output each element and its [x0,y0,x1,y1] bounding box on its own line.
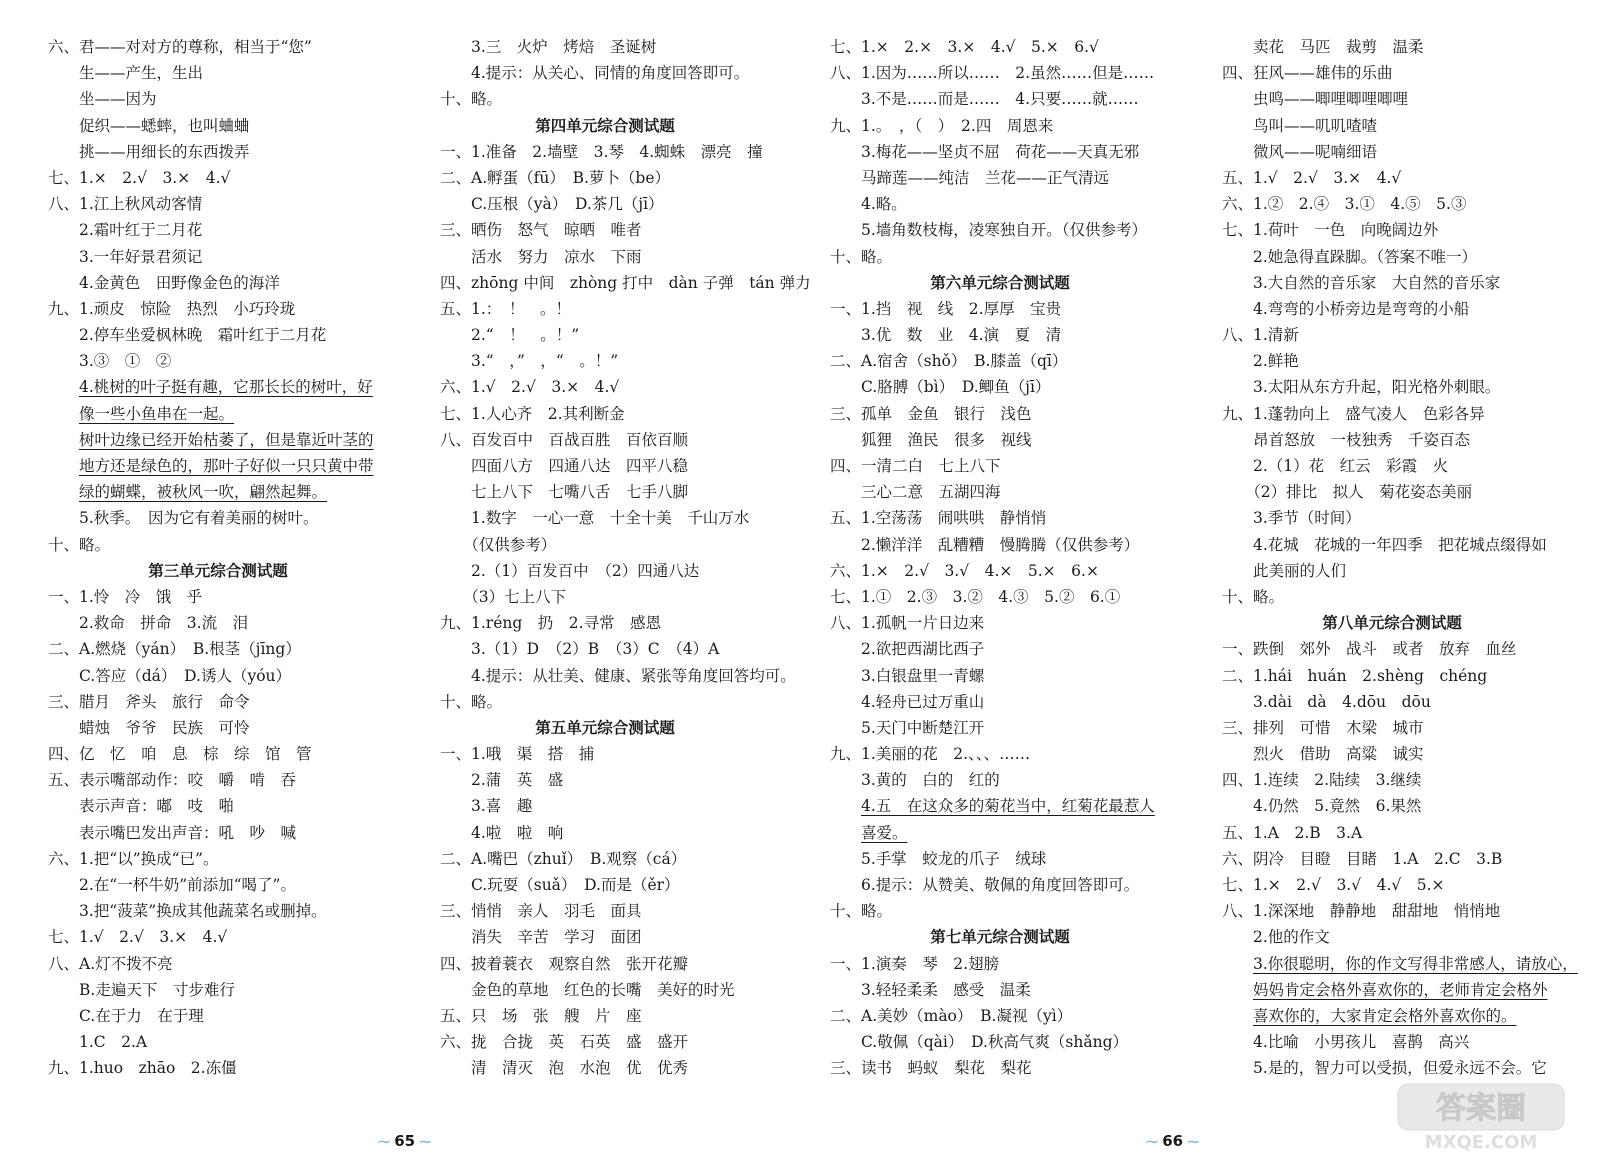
answer-line: 4.提示：从关心、同情的角度回答即可。 [440,64,750,83]
answer-line: 2.蒲 英 盛 [440,771,564,790]
answer-line: 九、1.蓬勃向上 盛气凌人 色彩各异 [1222,404,1485,423]
answer-line: 金色的草地 红色的长嘴 美好的时光 [440,980,735,999]
answer-line: C.压根（yà） D.茶几（jī） [440,195,664,214]
answer-line: 4.提示：从壮美、健康、紧张等角度回答均可。 [440,666,796,685]
answer-line: 五、只 场 张 艘 片 座 [440,1006,642,1025]
page-number-ornament: ⁓ [1183,1135,1200,1149]
answer-line: 3.dài dà 4.dōu dōu [1222,692,1431,711]
answer-line: 三、读书 蚂蚁 梨花 梨花 [830,1059,1032,1078]
section-heading: 第五单元综合测试题 [535,717,675,737]
answer-line: 九、1.美丽的花 2.、、、…… [830,745,1031,764]
page-number-right [1146,1132,1199,1150]
answer-line: 七上八下 七嘴八舌 七手八脚 [440,483,689,502]
answer-line: 2.霜叶红于二月花 [48,221,203,240]
answer-line: 十、略。 [440,90,503,109]
answer-line: 5.天门中断楚江开 [830,718,985,737]
answer-line: 清 清灭 泡 水泡 优 优秀 [440,1059,689,1078]
answer-column-1 [48,34,388,1082]
answer-line: 三、孤单 金鱼 银行 浅色 [830,404,1032,423]
watermark-logo-graphic [1396,1082,1566,1152]
answer-line: 2.“ ！ 。！” [440,326,580,345]
answer-line: 妈妈肯定会格外喜欢你的，老师肯定会格外 [1253,980,1548,999]
answer-line: 2.欲把西湖比西子 [830,640,985,659]
answer-line: 八、1.清新 [1222,326,1299,345]
answer-line: 3.喜 趣 [440,797,533,816]
answer-line: 三心二意 五湖四海 [830,483,1001,502]
answer-line: 四、披着蓑衣 观察自然 张开花瓣 [440,954,689,973]
answer-line: 六、1.√ 2.√ 3.× 4.√ [440,378,620,397]
watermark-top-text: 答案圈 [1436,1091,1526,1126]
answer-line: 4.花城 花城的一年四季 把花城点缀得如 [1222,535,1547,554]
answer-line: 消失 辛苦 学习 面团 [440,928,642,947]
answer-line: 3.“ ，” ，“ 。！” [440,352,619,371]
answer-line: 5.手掌 蛟龙的爪子 绒球 [830,849,1047,868]
answer-line: 3.白银盘里一青螺 [830,666,985,685]
answer-line: 十、略。 [830,902,893,921]
answer-line: 3.你很聪明，你的作文写得非常感人，请放心， [1253,954,1578,973]
answer-line: 二、A.燃烧（yán） B.根茎（jīng） [48,640,301,659]
answer-line: 生——产生，生出 [48,64,204,83]
answer-line: 六、1.× 2.√ 3.√ 4.× 5.× 6.× [830,561,1099,580]
answer-line: 四面八方 四通八达 四平八稳 [440,457,689,475]
answer-line: 七、1.人心齐 2.其利断金 [440,404,625,423]
answer-line: 十、略。 [440,692,503,711]
answer-line: 六、阴冷 目瞪 目睹 1.A 2.C 3.B [1222,849,1503,868]
answer-line: 九、1.réng 扔 2.寻常 感恩 [440,614,662,633]
answer-line: 5.是的，智力可以受损，但爱永远不会。它 [1222,1059,1547,1078]
answer-line: 2.懒洋洋 乱糟糟 慢腾腾（仅供参考） [830,535,1140,554]
answer-line: 4.轻舟已过万重山 [830,692,985,711]
answer-line: 五、1.√ 2.√ 3.× 4.√ [1222,168,1402,187]
answer-line: 卖花 马匹 裁剪 温柔 [1222,38,1424,56]
answer-line: 3.不是……而是…… 4.只要……就…… [830,90,1139,109]
answer-line: 挑——用细长的东西拨弄 [48,142,250,161]
answer-line: 四、亿 忆 咱 息 棕 综 馆 管 [48,745,312,764]
page-number-ornament: ⁓ [1146,1135,1163,1149]
answer-line: 一、跌倒 郊外 战斗 或者 放弃 血丝 [1222,640,1517,659]
answer-line: 五、1.空荡荡 闹哄哄 静悄悄 [830,509,1047,528]
answer-line: 坐——因为 [48,90,157,109]
answer-line: 七、1.荷叶 一色 向晚阔边外 [1222,221,1439,240]
answer-line: 蜡烛 爷爷 民族 可怜 [48,718,250,737]
answer-line: 表示嘴巴发出声音：吼 吵 喊 [48,823,297,842]
section-heading: 第四单元综合测试题 [535,115,675,135]
answer-line: 十、略。 [48,535,111,554]
answer-line: 4.略。 [830,195,907,214]
answer-line: 九、1.顽皮 惊险 热烈 小巧玲珑 [48,299,296,318]
answer-column-2 [440,34,811,1082]
answer-line: 二、A.宿舍（shǒ） B.膝盖（qī） [830,352,1068,371]
answer-line: 昂首怒放 一枝独秀 千姿百态 [1222,430,1471,449]
answer-line: 活水 努力 凉水 下雨 [440,247,642,266]
answer-line: 3.一年好景君须记 [48,247,203,266]
answer-line: 八、A.灯不拨不亮 [48,954,173,973]
answer-line: 六、拢 合拢 英 石英 盛 盛开 [440,1033,689,1052]
answer-line: 3.③ ① ② [48,352,172,371]
answer-line: 表示声音：嘟 吱 啪 [48,797,235,816]
answer-line: 3.季节（时间） [1222,509,1361,528]
answer-line: 1.C 2.A [48,1033,148,1052]
answer-line: 六、1.把“以”换成“已”。 [48,849,219,868]
answer-line: 4.五 在这众多的菊花当中，红菊花最惹人 [861,797,1155,816]
answer-line: 八、1.孤帆一片日边来 [830,614,985,633]
page-number-ornament: ⁓ [415,1135,432,1149]
answer-line: 七、1.① 2.③ 3.② 4.③ 5.② 6.① [830,587,1121,606]
answer-line: 2.救命 拼命 3.流 泪 [48,614,249,633]
section-heading: 第六单元综合测试题 [930,272,1070,292]
answer-line: 4.弯弯的小桥旁边是弯弯的小船 [1222,299,1470,318]
answer-line: 地方还是绿色的，那叶子好似一只只黄中带 [79,457,374,475]
answer-line: C.胳膊（bì） D.鲫鱼（jī） [830,378,1051,397]
answer-line: 3.（1）D （2）B （3）C （4）A [440,640,720,659]
answer-line: 3.黄的 白的 红的 [830,771,1000,790]
answer-line: 2.（1）花 红云 彩霞 火 [1222,457,1449,475]
answer-line: 五、表示嘴部动作：咬 嚼 啃 吞 [48,771,297,790]
answer-line: 一、1.怜 冷 饿 乎 [48,587,203,606]
answer-line: 绿的蝴蝶，被秋风一吹，翩然起舞。 [79,483,328,502]
page-number-text: 66 [1162,1132,1184,1150]
answer-column-4 [1222,34,1578,1082]
answer-line: 一、1.哦 渠 搭 捕 [440,745,595,764]
answer-line: 四、1.连续 2.陆续 3.继续 [1222,771,1422,790]
answer-column-3 [830,34,1170,1082]
answer-line: 4.仍然 5.竟然 6.果然 [1222,797,1422,816]
answer-line: 二、A.美妙（mào） B.凝视（yì） [830,1006,1073,1025]
answer-line: 二、A.嘴巴（zhuǐ） B.观察（cá） [440,849,687,868]
answer-line: 八、1.江上秋风动客情 [48,195,203,214]
answer-line: 4.比喻 小男孩儿 喜鹊 高兴 [1222,1033,1470,1052]
answer-line: C.玩耍（suǎ） D.而是（ěr） [440,876,680,894]
answer-line: 一、1.准备 2.墙壁 3.琴 4.蜘蛛 漂亮 撞 [440,142,763,161]
answer-line: 3.梅花——坚贞不屈 荷花——天真无邪 [830,142,1140,161]
page-number-text: 65 [394,1132,416,1150]
answer-line: 六、君——对对方的尊称，相当于“您” [48,38,312,56]
answer-line: 四、一清二白 七上八下 [830,457,1001,475]
section-heading: 第七单元综合测试题 [930,927,1070,947]
answer-line: 一、1.演奏 琴 2.翅膀 [830,954,1000,973]
answer-line: C.在于力 在于理 [48,1006,204,1025]
page-number-left [378,1132,431,1150]
answer-line: 此美丽的人们 [1222,561,1347,580]
watermark-bottom-text: MXQE.COM [1424,1132,1538,1153]
answer-line: 四、zhōng 中间 zhòng 打中 dàn 子弹 tán 弹力 [440,273,811,292]
answer-line: 八、1.深深地 静静地 甜甜地 悄悄地 [1222,902,1501,921]
answer-line: 九、1.。 ，（ ） 2.四 周恩来 [830,116,1054,135]
answer-line: 1.数字 一心一意 十全十美 千山万水 [440,509,750,528]
answer-line: （2）排比 拟人 菊花姿态美丽 [1222,483,1473,502]
answer-line: 树叶边缘已经开始枯萎了，但是靠近叶茎的 [79,430,374,449]
answer-line: 三、悄悄 亲人 羽毛 面具 [440,902,642,921]
answer-line: 5.秋季。 因为它有着美丽的树叶。 [48,509,319,528]
answer-line: 2.停车坐爱枫林晚 霜叶红于二月花 [48,326,327,345]
answer-line: 七、1.√ 2.√ 3.× 4.√ [48,928,228,947]
answer-line: 3.把“菠菜”换成其他蔬菜名或删掉。 [48,902,327,921]
answer-line: 3.大自然的音乐家 大自然的音乐家 [1222,273,1501,292]
answer-line: 七、1.× 2.× 3.× 4.√ 5.× 6.√ [830,38,1099,56]
answer-line: 5.墙角数枝梅，凌寒独自开。（仅供参考） [830,221,1148,240]
answer-line: C.敬佩（qài） D.秋高气爽（shǎng） [830,1033,1128,1052]
answer-line: 3.三 火炉 烤焙 圣诞树 [440,38,657,56]
answer-line: 四、狂风——雄伟的乐曲 [1222,64,1393,83]
answer-line: 十、略。 [1222,587,1285,606]
answer-line: 三、排列 可惜 木梁 城市 [1222,718,1424,737]
answer-line: 八、1.因为……所以…… 2.虽然……但是…… [830,64,1155,83]
answer-line: C.答应（dá） D.诱人（yóu） [48,666,292,685]
answer-line: 2.（1）百发百中 （2）四通八达 [440,561,700,580]
answer-line: 三、腊月 斧头 旅行 命令 [48,692,250,711]
answer-line: 像一些小鱼串在一起。 [79,404,235,423]
answer-line: 马蹄莲——纯洁 兰花——正气清远 [830,168,1110,187]
answer-line: 五、1.A 2.B 3.A [1222,823,1363,842]
answer-line: 6.提示：从赞美、敬佩的角度回答即可。 [830,876,1140,894]
answer-line: 六、1.② 2.④ 3.① 4.⑤ 5.③ [1222,195,1467,214]
answer-line: 五、1.： ！ 。！ [440,299,572,318]
answer-line: 促织——蟋蟀，也叫蛐蛐 [48,116,250,135]
answer-line: 2.他的作文 [1222,928,1330,947]
answer-line: 喜欢你的，大家肯定会格外喜欢你的。 [1253,1006,1517,1025]
answer-line: 2.鲜艳 [1222,352,1299,371]
watermark-logo [1396,1082,1566,1152]
answer-line: 九、1.huo zhāo 2.冻僵 [48,1059,237,1078]
answer-line: 八、百发百中 百战百胜 百依百顺 [440,430,689,449]
answer-line: 2.她急得直跺脚。（答案不唯一） [1222,247,1478,266]
answer-line: 狐狸 渔民 很多 视线 [830,430,1032,449]
answer-line: 七、1.× 2.√ 3.× 4.√ [48,168,231,187]
page-number-ornament: ⁓ [378,1135,395,1149]
answer-line: 一、1.挡 视 线 2.厚厚 宝贵 [830,299,1062,318]
answer-line: 4.啦 啦 响 [440,823,564,842]
answer-line: （3）七上八下 [440,587,567,606]
answer-line: 七、1.× 2.√ 3.√ 4.√ 5.× [1222,876,1445,894]
answer-line: 烈火 借助 高粱 诚实 [1222,745,1424,764]
answer-line: 4.桃树的叶子挺有趣，它那长长的树叶，好 [79,378,373,397]
answer-line: 十、略。 [830,247,893,266]
answer-line: 3.太阳从东方升起，阳光格外刺眼。 [1222,378,1501,397]
answer-line: 虫鸣——唧哩唧哩唧哩 [1222,90,1409,109]
answer-line: 3.轻轻柔柔 感受 温柔 [830,980,1031,999]
answer-line: 鸟叫——叽叽喳喳 [1222,116,1378,135]
answer-line: B.走遍天下 寸步难行 [48,980,235,999]
answer-line: 2.在“一杯牛奶”前添加“喝了”。 [48,876,296,894]
answer-line: 微风——呢喃细语 [1222,142,1378,161]
answer-line: （仅供参考） [440,535,557,554]
answer-line: 喜爱。 [861,823,908,842]
section-heading: 第三单元综合测试题 [148,560,288,580]
answer-line: 4.金黄色 田野像金色的海洋 [48,273,280,292]
answer-line: 二、A.孵蛋（fū） B.萝卜（be） [440,168,671,187]
answer-line: 二、1.hái huán 2.shèng chéng [1222,666,1488,685]
answer-line: 3.优 数 业 4.演 夏 清 [830,326,1062,345]
section-heading: 第八单元综合测试题 [1322,613,1462,633]
answer-line: 三、晒伤 怒气 晾晒 唯者 [440,221,642,240]
